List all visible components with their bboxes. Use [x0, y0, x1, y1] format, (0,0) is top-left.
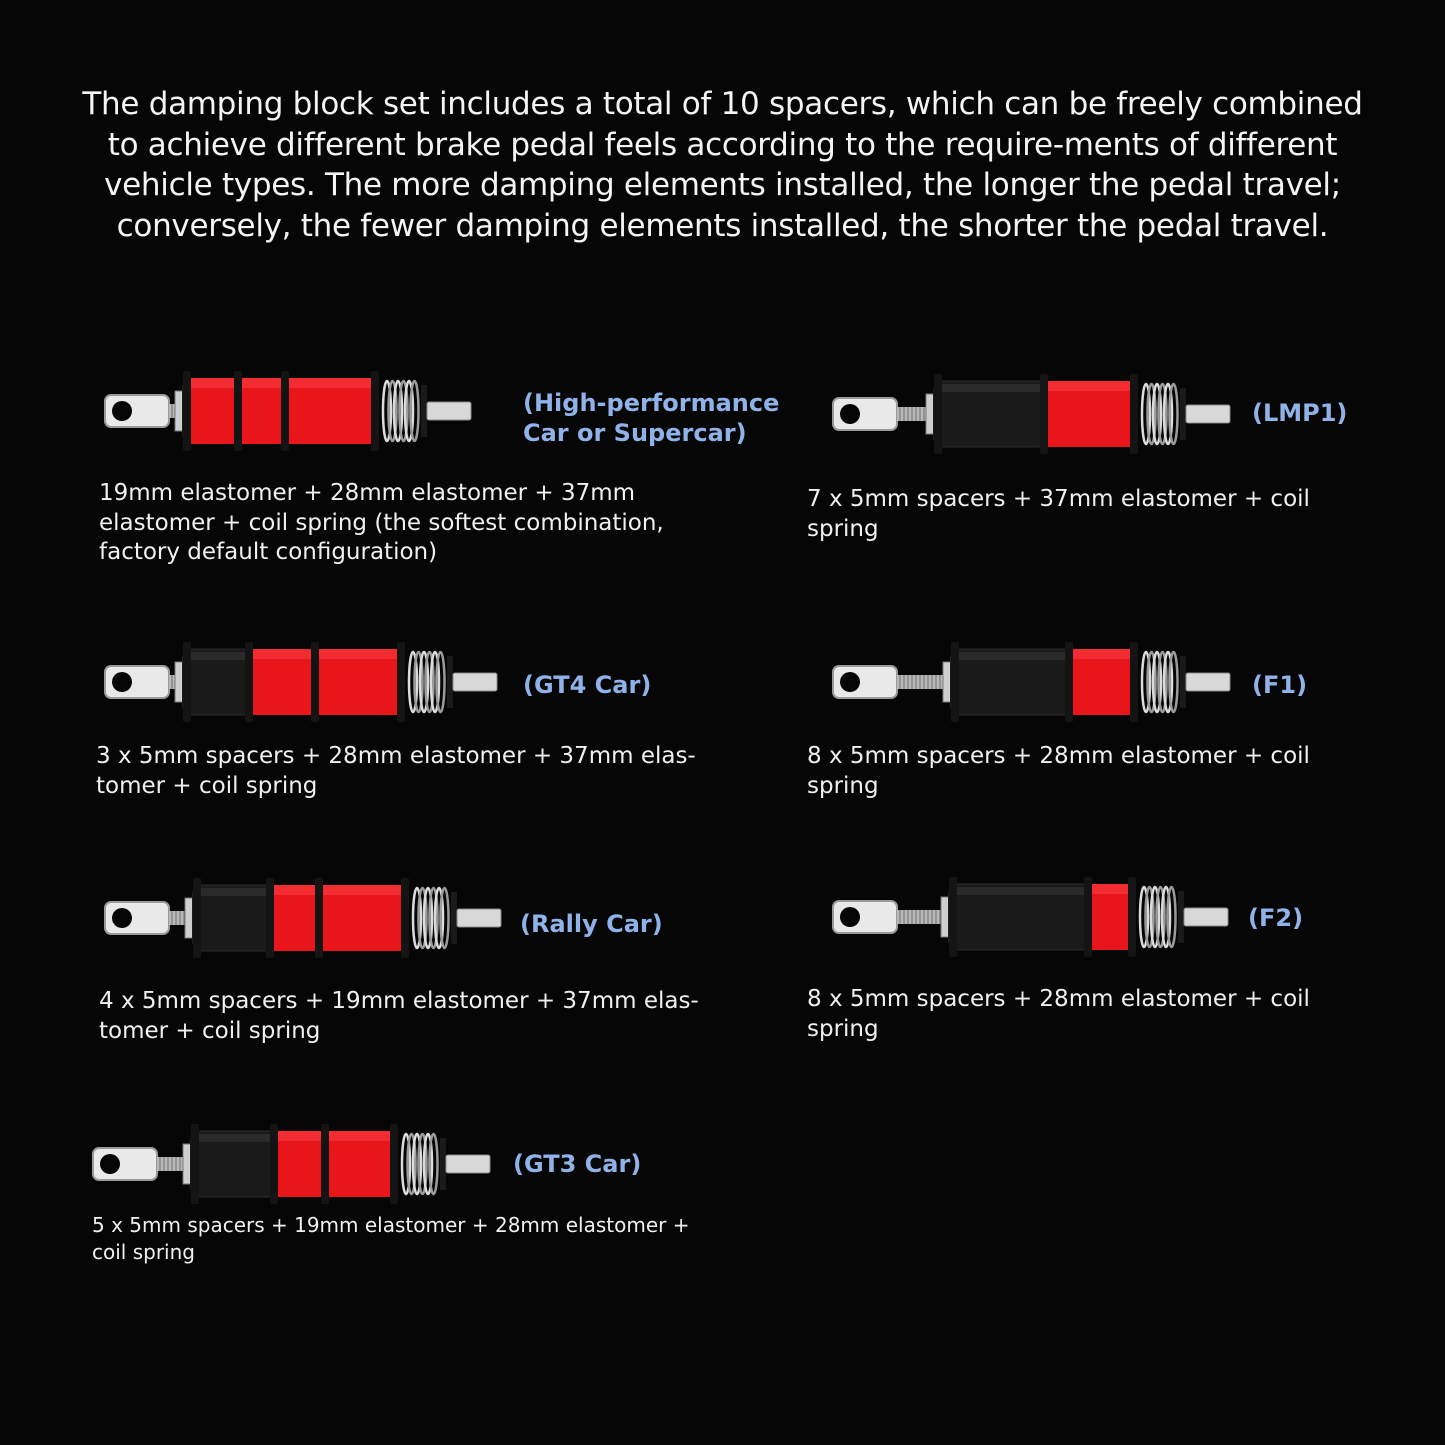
elastomer-highlight	[315, 649, 401, 659]
separator-ring	[1130, 642, 1138, 722]
spacer-highlight	[957, 887, 1084, 895]
elastomer-highlight	[319, 885, 405, 895]
separator-ring	[193, 878, 201, 958]
spacer-highlight	[201, 888, 266, 896]
separator-ring	[311, 642, 319, 722]
spring-cap	[1180, 388, 1186, 440]
clevis-hole	[840, 404, 860, 424]
plunger-rod	[457, 909, 501, 927]
separator-ring	[315, 878, 323, 958]
separator-ring	[934, 374, 942, 454]
damper-assembly-icon	[105, 370, 505, 452]
separator-ring	[1040, 374, 1048, 454]
coil-spring	[1170, 384, 1178, 444]
coil-spring	[437, 652, 445, 712]
spring-cap	[447, 656, 453, 708]
washer	[941, 897, 949, 937]
elastomer-highlight	[1044, 381, 1134, 391]
elastomer-highlight	[1088, 884, 1132, 894]
spacer-highlight	[942, 384, 1040, 392]
separator-ring	[270, 1124, 278, 1204]
clevis-hole	[112, 908, 132, 928]
washer	[183, 1144, 191, 1184]
elastomer-highlight	[187, 378, 238, 388]
elastomer-highlight	[270, 885, 319, 895]
intro-text: The damping block set includes a total of 10 spacers, which can be freely combined to achieve different brake pedal feels according to the require-ments of different vehicle types. The more damping elements installed, the longer the pedal travel; conversely, the fewer damping elements installed, the shorter the pedal travel.	[82, 86, 1363, 244]
plunger-rod	[1186, 673, 1230, 691]
separator-ring	[949, 877, 957, 957]
plunger-rod	[446, 1155, 490, 1173]
coil-spring	[1170, 652, 1178, 712]
separator-ring	[266, 878, 274, 958]
clevis-hole	[112, 401, 132, 421]
config-tag-gt3: (GT3 Car)	[513, 1150, 642, 1178]
elastomer-highlight	[274, 1131, 325, 1141]
coil-spring	[430, 1134, 438, 1194]
separator-ring	[321, 1124, 329, 1204]
separator-ring	[1065, 642, 1073, 722]
washer	[175, 391, 183, 431]
damper-assembly-icon	[833, 641, 1233, 723]
damper-assembly-icon	[833, 373, 1233, 455]
elastomer-highlight	[285, 378, 375, 388]
clevis-hole	[840, 907, 860, 927]
separator-ring	[401, 878, 409, 958]
spacer-highlight	[191, 652, 245, 660]
separator-ring	[1128, 877, 1136, 957]
washer	[943, 662, 951, 702]
plunger-rod	[1184, 908, 1228, 926]
spacer-highlight	[199, 1134, 270, 1142]
config-desc-gt4: 3 x 5mm spacers + 28mm elastomer + 37mm elas-tomer + coil spring	[96, 743, 696, 799]
plunger-rod	[1186, 405, 1230, 423]
separator-ring	[191, 1124, 199, 1204]
spring-cap	[451, 892, 457, 944]
elastomer-highlight	[249, 649, 315, 659]
config-desc-f2: 8 x 5mm spacers + 28mm elastomer + coil spring	[807, 986, 1310, 1042]
separator-ring	[390, 1124, 398, 1204]
coil-spring	[441, 888, 449, 948]
separator-ring	[1084, 877, 1092, 957]
clevis-hole	[100, 1154, 120, 1174]
plunger-rod	[453, 673, 497, 691]
config-tag-lmp1: (LMP1)	[1252, 399, 1348, 427]
config-desc-high-performance: 19mm elastomer + 28mm elastomer + 37mm elastomer + coil spring (the softest combination, factory default configuration)	[99, 480, 664, 565]
washer	[926, 394, 934, 434]
separator-ring	[1130, 374, 1138, 454]
separator-ring	[397, 642, 405, 722]
separator-ring	[245, 642, 253, 722]
config-tag-f2: (F2)	[1248, 904, 1304, 932]
elastomer-highlight	[1069, 649, 1134, 659]
spring-cap	[421, 385, 427, 437]
coil-spring	[1168, 887, 1176, 947]
damper-assembly-icon	[93, 1123, 493, 1205]
spring-cap	[1178, 891, 1184, 943]
damper-assembly-icon	[105, 641, 505, 723]
washer	[185, 898, 193, 938]
config-desc-rally: 4 x 5mm spacers + 19mm elastomer + 37mm elas-tomer + coil spring	[99, 988, 699, 1044]
damper-assembly-icon	[105, 877, 505, 959]
spacer-highlight	[959, 652, 1065, 660]
clevis-hole	[112, 672, 132, 692]
separator-ring	[951, 642, 959, 722]
elastomer-highlight	[325, 1131, 394, 1141]
plunger-rod	[427, 402, 471, 420]
config-desc-gt3: 5 x 5mm spacers + 19mm elastomer + 28mm elastomer + coil spring	[92, 1213, 690, 1264]
threaded-rod	[897, 407, 930, 421]
separator-ring	[281, 371, 289, 451]
spring-cap	[440, 1138, 446, 1190]
separator-ring	[234, 371, 242, 451]
config-tag-gt4: (GT4 Car)	[523, 671, 652, 699]
coil-spring	[411, 381, 419, 441]
separator-ring	[371, 371, 379, 451]
config-desc-f1: 8 x 5mm spacers + 28mm elastomer + coil spring	[807, 743, 1310, 799]
config-tag-high-performance: (High-performance Car or Supercar)	[523, 389, 780, 447]
config-tag-rally: (Rally Car)	[520, 910, 663, 938]
config-desc-lmp1: 7 x 5mm spacers + 37mm elastomer + coil spring	[807, 486, 1310, 542]
washer	[175, 662, 183, 702]
separator-ring	[183, 371, 191, 451]
config-tag-f1: (F1)	[1252, 671, 1308, 699]
separator-ring	[183, 642, 191, 722]
spring-cap	[1180, 656, 1186, 708]
clevis-hole	[840, 672, 860, 692]
damper-assembly-icon	[833, 876, 1233, 958]
